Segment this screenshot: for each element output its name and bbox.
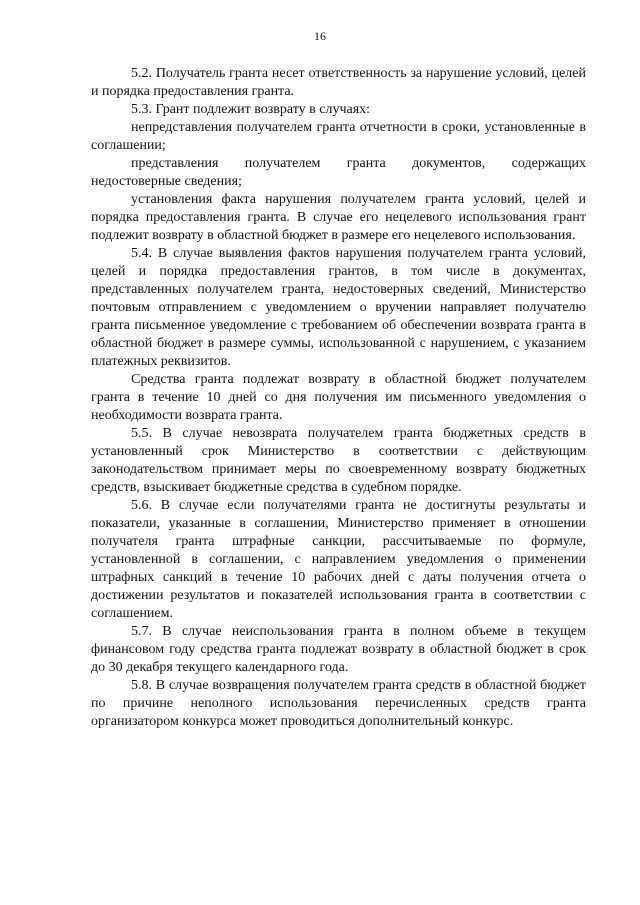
paragraph-5-6: 5.6. В случае если получателями гранта не достигнуты результаты и показатели, указанные в соглашении, Министерство применяет в отношении получателя гранта штрафные санкции, рассчитываемые по формуле, установленной в соглашении, с направлением уведомления о применении штрафных санкций в течение 10 рабочих дней с даты получения отчета о достижении результатов и показателей использования гранта в соответствии с соглашением. (91, 498, 586, 621)
paragraph-5-3-case-reporting: непредставления получателем гранта отчетности в сроки, установленные в соглашении; (91, 120, 586, 153)
paragraph-5-4-return-term: Средства гранта подлежат возврату в областной бюджет получателем гранта в течение 10 дней со дня получения им письменного уведомления о необходимости возврата гранта. (91, 372, 586, 423)
paragraph-5-3-case-false-documents: представления получателем гранта документов, содержащих недостоверные сведения; (91, 156, 586, 189)
paragraph-5-3: 5.3. Грант подлежит возврату в случаях: (131, 102, 371, 117)
page-number: 16 (314, 29, 326, 43)
paragraph-5-5: 5.5. В случае невозврата получателем гранта бюджетных средств в установленный срок Министерство в соответствии с действующим законодательством принимает меры по своевременному возврату бюджетных средств, взыскивает бюджетные средства в судебном порядке. (91, 426, 586, 495)
paragraph-5-7: 5.7. В случае неиспользования гранта в полном объеме в текущем финансовом году средства гранта подлежат возврату в областной бюджет в срок до 30 декабря текущего календарного года. (91, 624, 586, 675)
paragraph-5-8: 5.8. В случае возвращения получателем гранта средств в областной бюджет по причине неполного использования перечисленных средств гранта организатором конкурса может проводиться дополнительный конкурс. (91, 678, 586, 729)
document-body (91, 65, 586, 731)
paragraph-5-3-case-violation: установления факта нарушения получателем гранта условий, целей и порядка предоставления гранта. В случае его нецелевого использования грант подлежит возврату в областной бюджет в размере его нецелевого использования. (91, 192, 586, 243)
paragraph-5-2: 5.2. Получатель гранта несет ответственность за нарушение условий, целей и порядка предоставления гранта. (91, 66, 586, 99)
paragraph-5-4: 5.4. В случае выявления фактов нарушения получателем гранта условий, целей и порядка предоставления грантов, в том числе в документах, представленных получателем гранта, недостоверных сведений, Министерство почтовым отправлением с уведомлением о вручении направляет получателю гранта письменное уведомление с требованием об обеспечении возврата гранта в областной бюджет в размере суммы, использованной с нарушением, с указанием платежных реквизитов. (91, 246, 586, 369)
